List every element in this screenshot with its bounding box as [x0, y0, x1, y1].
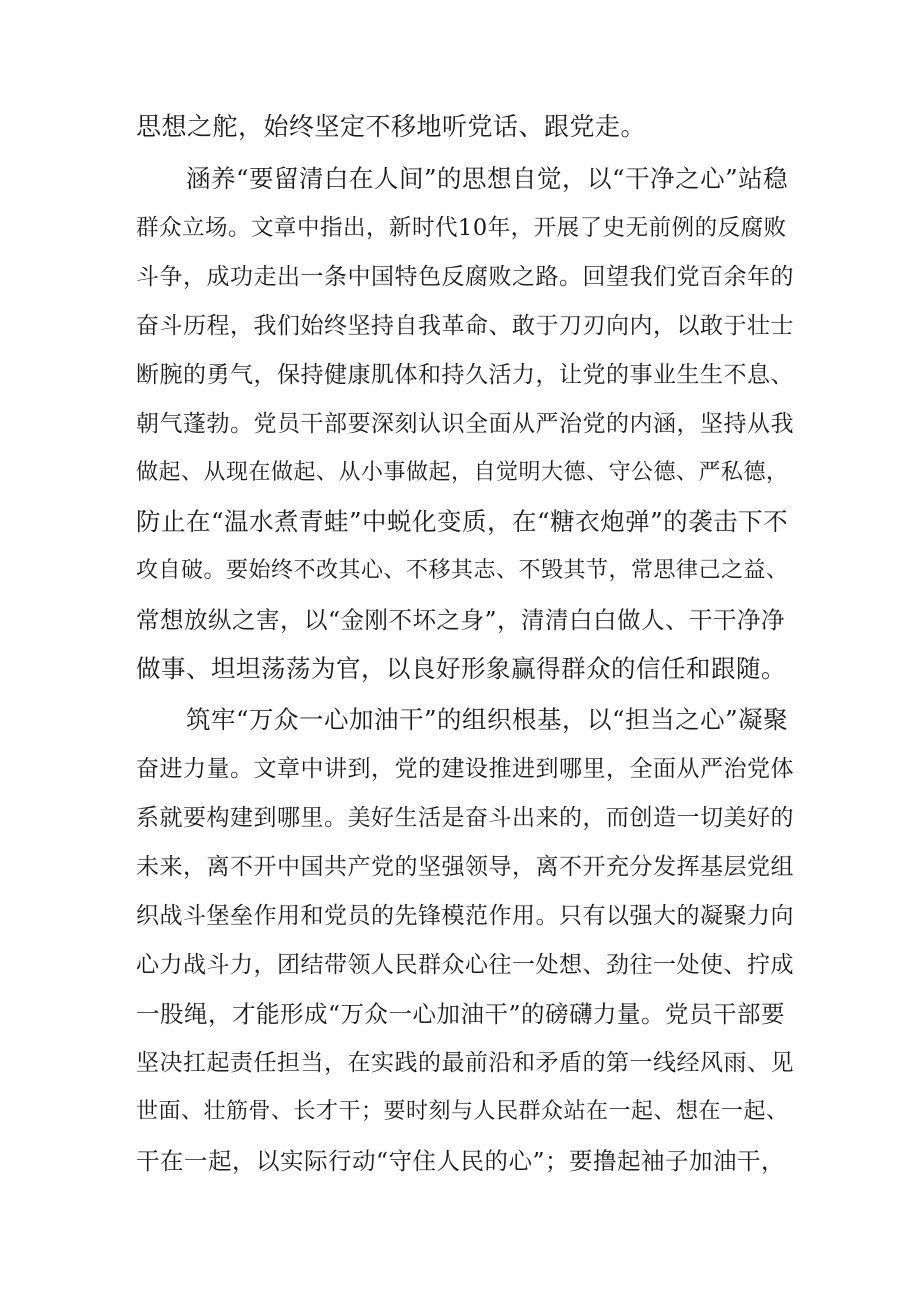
- text-line: 群众立场。文章中指出，新时代10年，开展了史无前例的反腐败: [136, 215, 787, 241]
- text-line: 奋进力量。文章中讲到，党的建设推进到哪里，全面从严治党体: [136, 756, 794, 782]
- text-line: 斗争，成功走出一条中国特色反腐败之路。回望我们党百余年的: [136, 264, 794, 290]
- paragraph-first-line: 筑牢“万众一心加油干”的组织根基，以“担当之心”凝聚: [186, 705, 789, 734]
- text-line: 攻自破。要始终不改其心、不移其志、不毁其节，常思律己之益、: [136, 558, 789, 583]
- text-line: 断腕的勇气，保持健康肌体和持久活力，让党的事业生生不息、: [136, 362, 794, 388]
- text-line: 干在一起，以实际行动“守住人民的心”；要撸起袖子加油干，: [136, 1147, 786, 1175]
- paragraph-first-line: 涵养“要留清白在人间”的思想自觉，以“干净之心”站稳: [186, 164, 789, 193]
- text-line: 朝气蓬勃。党员干部要深刻认识全面从严治党的内涵，坚持从我: [136, 411, 794, 437]
- text-line: 做起、从现在做起、从小事做起，自觉明大德、守公德、严私德，: [136, 460, 789, 485]
- text-line: 坚决扛起责任担当，在实践的最前沿和矛盾的第一线经风雨、见: [136, 1050, 794, 1076]
- text-line: 常想放纵之害，以“金刚不坏之身”，清清白白做人、干干净净: [136, 606, 786, 634]
- text-line: 做事、坦坦荡荡为官，以良好形象赢得群众的信任和跟随。: [136, 654, 786, 683]
- text-line: 奋斗历程，我们始终坚持自我革命、敢于刀刃向内，以敢于壮士: [136, 313, 794, 339]
- text-line: 心力战斗力，团结带领人民群众心往一处想、劲往一处使、拧成: [136, 952, 794, 978]
- text-line: 系就要构建到哪里。美好生活是奋斗出来的，而创造一切美好的: [136, 805, 794, 831]
- text-line: 一股绳，才能形成“万众一心加油干”的磅礴力量。党员干部要: [136, 1000, 786, 1028]
- text-line: 防止在“温水煮青蛙”中蜕化变质，在“糖衣炮弹”的袭击下不: [136, 507, 789, 536]
- text-line: 思想之舵，始终坚定不移地听党话、跟党走。: [136, 112, 647, 141]
- text-line: 世面、壮筋骨、长才干；要时刻与人民群众站在一起、想在一起、: [136, 1099, 789, 1124]
- text-line: 织战斗堡垒作用和党员的先锋模范作用。只有以强大的凝聚力向: [136, 903, 794, 929]
- text-line: 未来，离不开中国共产党的坚强领导，离不开充分发挥基层党组: [136, 854, 794, 880]
